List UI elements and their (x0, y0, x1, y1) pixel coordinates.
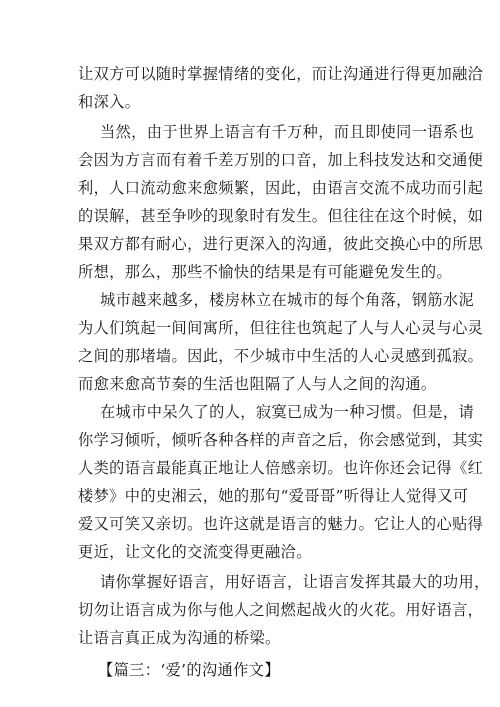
text-line: 在城市中呆久了的人，寂寞已成为一种习惯。但是，请 (100, 403, 475, 421)
text-line: 而愈来愈高节奏的生活也阻隔了人与人之间的沟通。 (78, 375, 437, 393)
text-line: 之间的那堵墙。因此，不少城市中生活的人心灵感到孤寂。 (78, 347, 484, 365)
text-line: 会因为方言而有着千差万别的口音，加上科技发达和交通便 (78, 151, 484, 169)
text-line: 人类的语言最能真正地让人倍感亲切。也许你还会记得《红 (78, 459, 484, 477)
text-line: 爱又可笑又亲切。也许这就是语言的魅力。它让人的心贴得 (78, 515, 484, 533)
text-line: 的误解，甚至争吵的现象时有发生。但往往在这个时候，如 (78, 207, 484, 225)
text-line: 和深入。 (78, 93, 141, 111)
text-line: 城市越来越多，楼房林立在城市的每个角落，钢筋水泥 (100, 291, 475, 309)
text-line: 为人们筑起一间间寓所，但往往也筑起了人与人心灵与心灵 (78, 319, 484, 337)
text-line: 让双方可以随时掌握情绪的变化，而让沟通进行得更加融洽 (78, 65, 484, 83)
text-line: 楼梦》中的史湘云，她的那句“爱哥哥”听得让人觉得又可 (78, 487, 469, 505)
text-line: 更近，让文化的交流变得更融洽。 (78, 543, 312, 561)
text-line: 切勿让语言成为你与他人之间燃起战火的火花。用好语言， (78, 601, 484, 619)
text-line: 利，人口流动愈来愈频繁，因此，由语言交流不成功而引起 (78, 179, 484, 197)
text-line: 当然，由于世界上语言有千万种，而且即使同一语系也 (100, 123, 475, 141)
text-line: 所想，那么，那些不愉快的结果是有可能避免发生的。 (78, 263, 453, 281)
text-line: 你学习倾听，倾听各种各样的声音之后，你会感觉到，其实 (78, 431, 484, 449)
section-heading: 【篇三：‘爱’的沟通作文】 (98, 661, 280, 679)
text-line: 让语言真正成为沟通的桥梁。 (78, 629, 281, 647)
text-line: 请你掌握好语言，用好语言，让语言发挥其最大的功用， (100, 573, 490, 591)
text-line: 果双方都有耐心，进行更深入的沟通，彼此交换心中的所思 (78, 235, 484, 253)
